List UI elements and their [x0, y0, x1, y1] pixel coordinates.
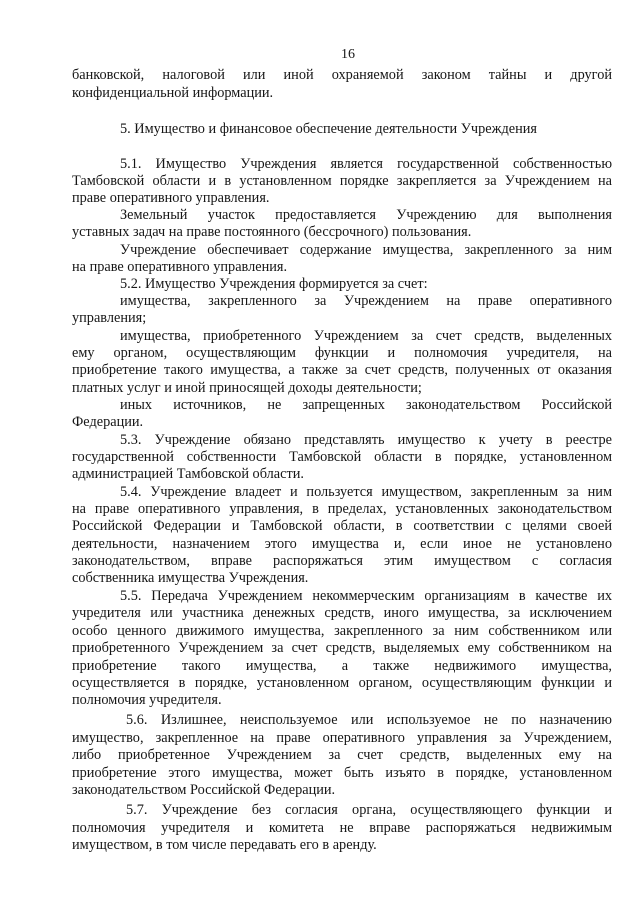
- paragraph-line: администрацией Тамбовской области.: [72, 466, 304, 482]
- paragraph-line: платных услуг и иной приносящей доходы деятельности;: [72, 380, 422, 396]
- paragraph-line: 5.2. Имущество Учреждения формируется за счет:: [120, 276, 428, 292]
- paragraph-line: иных источников, не запрещенных законодательством Российской: [120, 397, 612, 413]
- page-number: 16: [341, 47, 355, 62]
- paragraph-line: имущества, приобретенного Учреждением за счет средств, выделенных: [120, 328, 612, 344]
- paragraph-line: приобретение такого имущества, а также недвижимого имущества,: [72, 658, 612, 674]
- paragraph-line: учредителя или участника денежных средств, иного имущества, за исключением: [72, 605, 612, 621]
- paragraph-line: приобретение такого имущества, а также за счет средств, полученных от оказания: [72, 362, 612, 378]
- paragraph-line: управления;: [72, 310, 147, 326]
- paragraph-line: на праве оперативного управления, в пределах, установленных законодательством: [72, 501, 612, 517]
- paragraph-line: либо приобретенное Учреждением за счет средств, выделенных ему на: [72, 747, 612, 763]
- paragraph-line: законодательством Российской Федерации.: [72, 782, 336, 798]
- paragraph-line: 5.1. Имущество Учреждения является государственной собственностью: [120, 156, 612, 172]
- paragraph-line: 5.7. Учреждение без согласия органа, осуществляющего функции и: [126, 802, 612, 818]
- paragraph-line: осуществляется в порядке, установленном органом, осуществляющим функции и: [72, 675, 612, 691]
- paragraph-line: собственника имущества Учреждения.: [72, 570, 309, 586]
- paragraph-line: конфиденциальной информации.: [72, 85, 274, 101]
- paragraph-line: уставных задач на праве постоянного (бессрочного) пользования.: [72, 224, 472, 240]
- paragraph-line: ему органом, осуществляющим функции и полномочия учредителя, на: [72, 345, 612, 361]
- paragraph-line: банковской, налоговой или иной охраняемой законом тайны и другой: [72, 67, 612, 83]
- paragraph-line: 5.4. Учреждение владеет и пользуется имуществом, закрепленным за ним: [120, 484, 612, 500]
- paragraph-line: полномочия учредителя и комитета не вправе распоряжаться недвижимым: [72, 820, 612, 836]
- paragraph-line: 5.3. Учреждение обязано представлять имущество к учету в реестре: [120, 432, 612, 448]
- paragraph-line: Земельный участок предоставляется Учреждению для выполнения: [120, 207, 612, 223]
- paragraph-line: Российской Федерации и Тамбовской области, в соответствии с целями своей: [72, 518, 612, 534]
- paragraph-line: деятельности, назначением этого имущества и, если иное не установлено: [72, 536, 612, 552]
- paragraph-line: особо ценного движимого имущества, закрепленного за ним собственником или: [72, 623, 612, 639]
- section-heading: 5. Имущество и финансовое обеспечение деятельности Учреждения: [120, 121, 537, 137]
- paragraph-line: Тамбовской области и в установленном порядке закрепляется за Учреждением на: [72, 173, 612, 189]
- paragraph-line: на праве оперативного управления.: [72, 259, 288, 275]
- paragraph-line: законодательством, вправе распоряжаться этим имуществом с согласия: [72, 553, 612, 569]
- paragraph-line: имущество, закрепленное на праве оперативного управления за Учреждением,: [72, 730, 612, 746]
- paragraph-line: полномочия учредителя.: [72, 692, 222, 708]
- paragraph-line: праве оперативного управления.: [72, 190, 270, 206]
- paragraph-line: приобретенного Учреждением за счет средств, выделяемых ему собственником на: [72, 640, 612, 656]
- paragraph-line: 5.5. Передача Учреждением некоммерческим организациям в качестве их: [120, 588, 612, 604]
- paragraph-line: государственной собственности Тамбовской области в порядке, установленном: [72, 449, 612, 465]
- paragraph-line: имущества, закрепленного за Учреждением на праве оперативного: [120, 293, 612, 309]
- paragraph-line: приобретение этого имущества, может быть изъято в порядке, установленном: [72, 765, 612, 781]
- paragraph-line: 5.6. Излишнее, неиспользуемое или используемое не по назначению: [126, 712, 612, 728]
- paragraph-line: Федерации.: [72, 414, 144, 430]
- paragraph-line: Учреждение обеспечивает содержание имущества, закрепленного за ним: [120, 242, 612, 258]
- paragraph-line: имуществом, в том числе передавать его в аренду.: [72, 837, 377, 853]
